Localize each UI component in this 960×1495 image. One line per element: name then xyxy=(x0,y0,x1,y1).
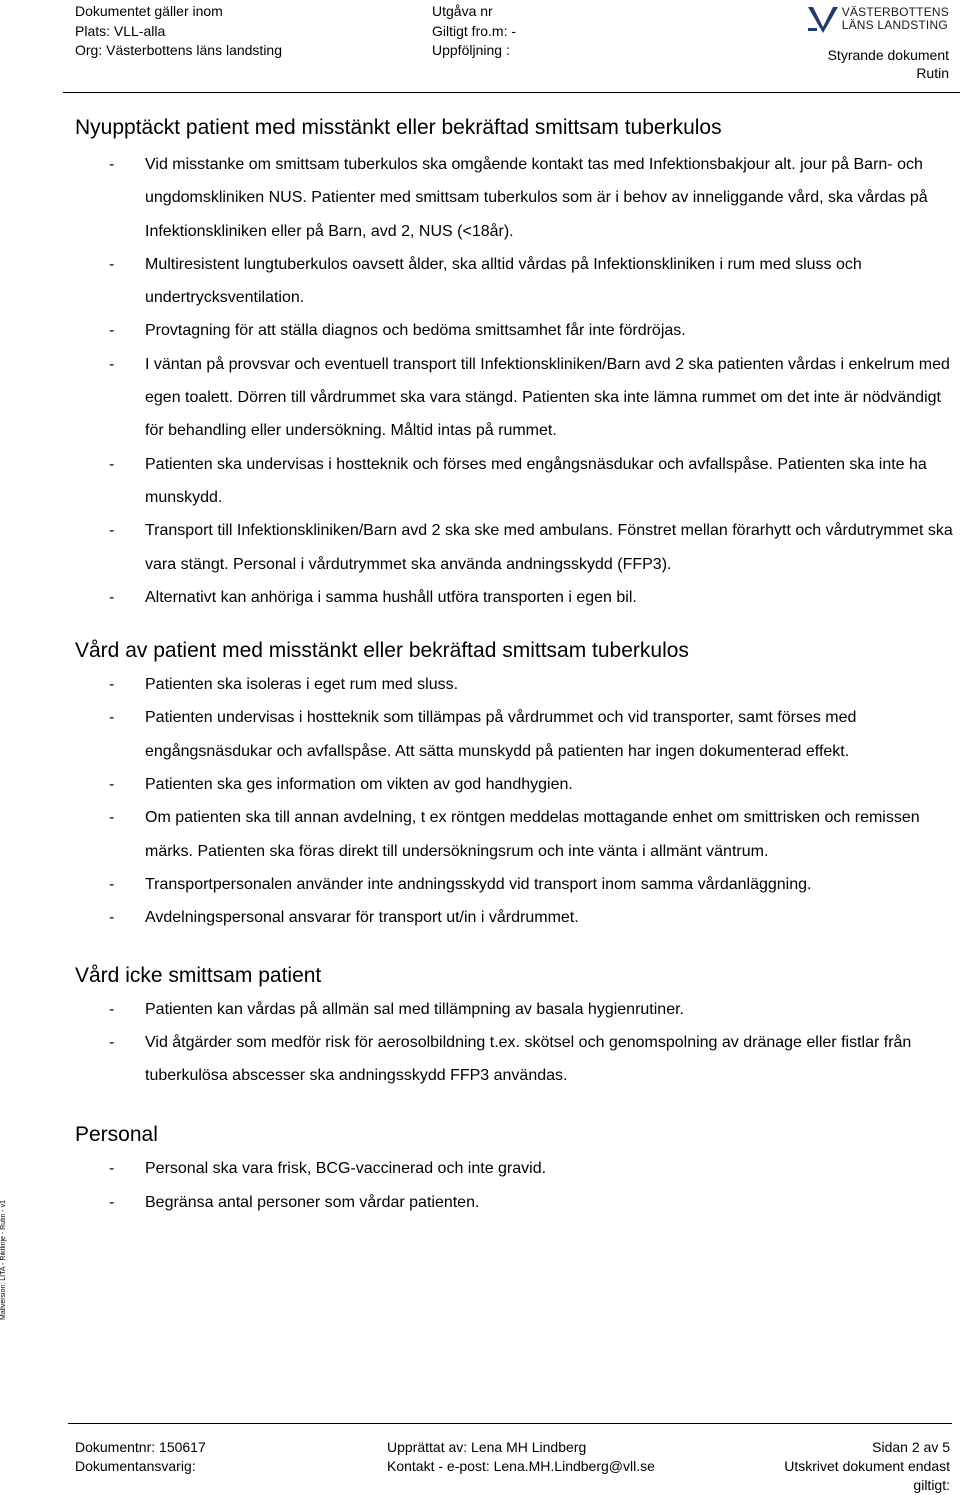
header-divider xyxy=(63,92,960,93)
list-item: - Om patienten ska till annan avdelning, t ex röntgen meddelas mottagande enhet om smittrisken och remissen märks. Patienten ska föras direkt till undersökningsrum och inte vänta i allmänt väntrum. xyxy=(75,801,955,868)
section-non-infectious xyxy=(75,961,955,1093)
footer-right xyxy=(784,1438,950,1495)
header-middle xyxy=(432,2,516,61)
template-version-label: Mallversion: LITA - Riktlinje - Rutin - v1 xyxy=(0,1199,7,1320)
header-left xyxy=(75,2,282,61)
section-heading: Nyupptäckt patient med misstänkt eller bekräftad smittsam tuberkulos xyxy=(75,116,722,139)
bullet-list xyxy=(75,668,955,934)
section-heading: Personal xyxy=(75,1123,158,1147)
section-heading: Vård icke smittsam patient xyxy=(75,963,322,987)
header-followup: Uppföljning : xyxy=(432,42,510,58)
footer-divider xyxy=(68,1423,952,1424)
list-item: - Patienten ska ges information om vikten av god handhygien. xyxy=(75,768,955,801)
organization-logo xyxy=(749,4,949,34)
header-valid-from: Giltigt fro.m: - xyxy=(432,22,517,39)
section-staff xyxy=(75,1120,955,1219)
list-item: - Patienten undervisas i hostteknik som tillämpas på vårdrummet och vid transporter, samt förses med engångsnäsdukar och avfallspåse. Att sätta munskydd på patienten har ingen dokumenterad effekt. xyxy=(75,701,955,768)
bullet-list xyxy=(75,148,955,614)
bullet-list xyxy=(75,993,955,1093)
logo-line-1: VÄSTERBOTTENS xyxy=(841,5,949,19)
document-type xyxy=(749,46,949,82)
header-place: Plats: VLL-alla xyxy=(75,22,166,39)
list-item: - Patienten ska undervisas i hostteknik och förses med engångsnäsdukar och avfallspåse. Patienten ska inte ha munskydd. xyxy=(75,448,955,515)
list-item: - Vid åtgärder som medför risk för aerosolbildning t.ex. skötsel och genomspolning av dränage eller fistlar från tuberkulösa abscesser ska andningsskydd FFP3 användas. xyxy=(75,1026,955,1093)
footer-middle xyxy=(387,1438,655,1476)
logo-mark-icon xyxy=(808,5,838,33)
list-item: - Provtagning för att ställa diagnos och bedöma smittsamhet får inte fördröjas. xyxy=(75,314,955,347)
header-org: Org: Västerbottens läns landsting xyxy=(75,42,283,58)
list-item: - Transport till Infektionskliniken/Barn avd 2 ska ske med ambulans. Fönstret mellan förarhytt och vårdutrymmet ska vara stängt. Personal i vårdutrymmet ska använda andningsskydd (FFP3). xyxy=(75,514,955,581)
list-item: - Patienten kan vårdas på allmän sal med tillämpning av basala hygienrutiner. xyxy=(75,993,955,1026)
footer-author: Upprättat av: Lena MH Lindberg xyxy=(387,1439,587,1455)
header-scope: Dokumentet gäller inom xyxy=(75,3,223,19)
logo-line-2: LÄNS LANDSTING xyxy=(841,18,948,32)
footer-print-note: Utskrivet dokument endast xyxy=(784,1458,950,1474)
footer-page-number: Sidan 2 av 5 xyxy=(872,1439,950,1455)
document-subtype-label: Rutin xyxy=(916,65,949,81)
list-item: - Transportpersonalen använder inte andningsskydd vid transport inom samma vårdanläggning. xyxy=(75,868,955,901)
bullet-list xyxy=(75,1152,955,1219)
list-item: - I väntan på provsvar och eventuell transport till Infektionskliniken/Barn avd 2 ska patienten vårdas i enkelrum med egen toalett. Dörren till vårdrummet ska vara stängd. Patienten ska inte lämna rummet om det inte är nödvändigt för behandling eller undersökning. Måltid intas på rummet. xyxy=(75,348,955,448)
list-item: - Avdelningspersonal ansvarar för transport ut/in i vårdrummet. xyxy=(75,901,955,934)
document-body xyxy=(75,113,955,1219)
footer-doc-number: Dokumentnr: 150617 xyxy=(75,1439,206,1455)
logo-text xyxy=(842,6,949,32)
section-care-suspected xyxy=(75,636,955,934)
list-item: - Alternativt kan anhöriga i samma hushåll utföra transporten i egen bil. xyxy=(75,581,955,614)
list-item: - Begränsa antal personer som vårdar patienten. xyxy=(75,1186,955,1219)
section-heading: Vård av patient med misstänkt eller bekräftad smittsam tuberkulos xyxy=(75,639,689,663)
list-item: - Vid misstanke om smittsam tuberkulos ska omgående kontakt tas med Infektionsbakjour alt. jour på Barn- och ungdomskliniken NUS. Patienter med smittsam tuberkulos som är i behov av inneliggande vård, ska vårdas på Infektionskliniken eller på Barn, avd 2, NUS (<18år). xyxy=(75,148,955,248)
document-type-label: Styrande dokument xyxy=(827,47,949,63)
footer-valid-label: giltigt: xyxy=(913,1477,950,1493)
list-item: - Patienten ska isoleras i eget rum med sluss. xyxy=(75,668,955,701)
list-item: - Multiresistent lungtuberkulos oavsett ålder, ska alltid vårdas på Infektionskliniken i rum med sluss och undertrycksventilation. xyxy=(75,248,955,315)
list-item: - Personal ska vara frisk, BCG-vaccinerad och inte gravid. xyxy=(75,1152,955,1185)
section-new-patient xyxy=(75,113,955,614)
footer-left xyxy=(75,1438,206,1476)
footer-doc-owner: Dokumentansvarig: xyxy=(75,1458,196,1474)
footer-contact-email: Kontakt - e-post: Lena.MH.Lindberg@vll.se xyxy=(387,1458,655,1474)
header-edition: Utgåva nr xyxy=(432,3,493,19)
header-right xyxy=(749,4,949,82)
